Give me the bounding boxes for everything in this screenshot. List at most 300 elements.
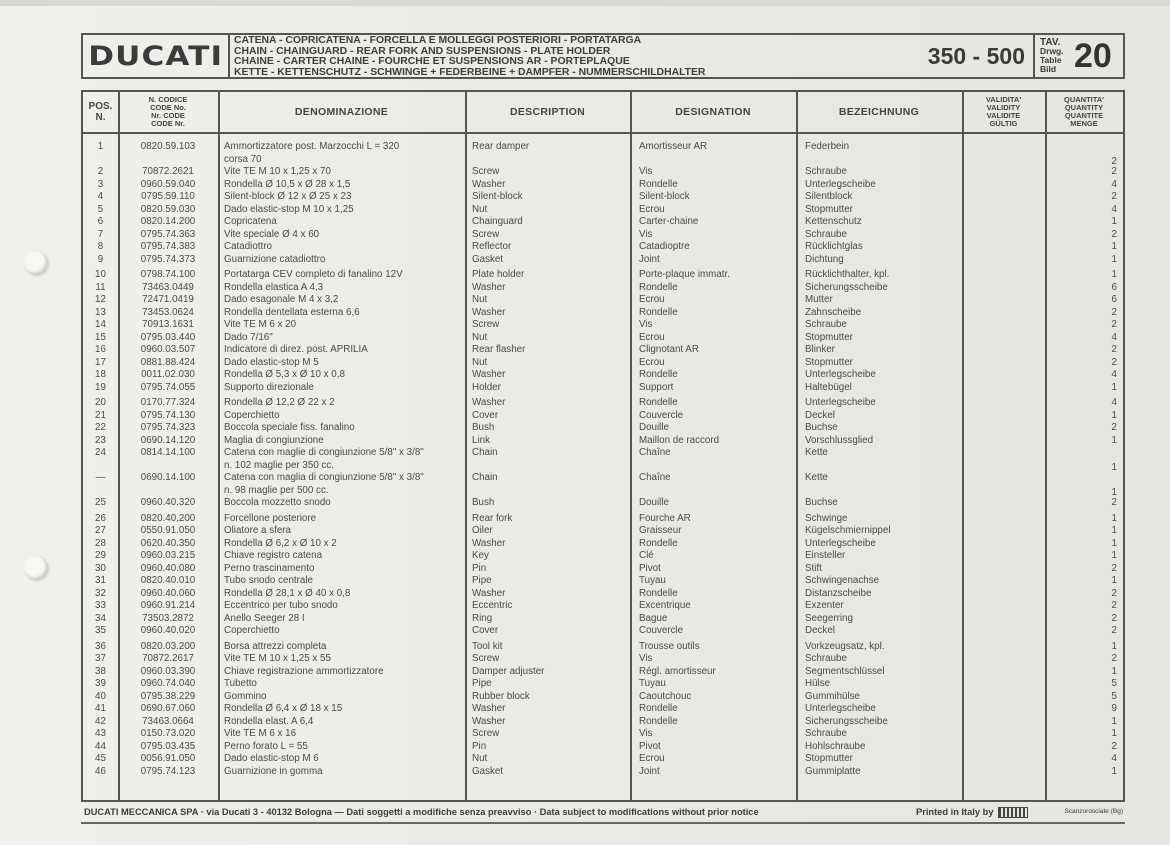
description-cell: Key (472, 550, 489, 561)
designation-cell: Pivot (639, 740, 661, 752)
pos-cell: 4 (97, 191, 104, 202)
pos-cell: 24 (95, 447, 106, 458)
code-cell: 0960.40.080 (140, 562, 196, 574)
denominazione-cell: Portatarga CEV completo di fanalino 12V (224, 269, 403, 280)
denominazione-cell: Tubo snodo centrale (224, 575, 313, 586)
code-cell: 0960.91.214 (140, 600, 196, 611)
table-row (83, 179, 1123, 192)
table-row (83, 254, 1123, 267)
denominazione-cell: Indicatore di direz. post. APRILIA (224, 344, 368, 355)
bezeichnung-cell: Einsteller (805, 550, 846, 561)
bezeichnung-cell: Distanzscheibe (805, 587, 872, 599)
denominazione-cell: Vite TE M 6 x 16 (224, 728, 297, 739)
code-cell: 0795.38.229 (140, 690, 196, 702)
quantity-cell: 1 (1111, 216, 1117, 227)
pos-cell: 6 (97, 216, 104, 227)
bezeichnung-cell: Schraube (805, 166, 847, 177)
header-code-line: Nr. CODE (151, 111, 185, 120)
description-cell: Washer (472, 397, 506, 408)
quantity-cell: 2 (1111, 625, 1117, 636)
bezeichnung-cell: Zahnscheibe (805, 306, 862, 318)
pos-cell: 25 (95, 497, 106, 508)
designation-cell: Rondelle (639, 703, 678, 714)
table-header (83, 92, 1123, 134)
quantity-cell: 1 (1111, 728, 1117, 739)
pos-cell: 43 (95, 728, 106, 739)
table-row (83, 766, 1123, 779)
description-cell: Screw (472, 166, 500, 177)
table-row (83, 550, 1123, 563)
quantity-cell: 2 (1111, 422, 1117, 433)
table-row (83, 613, 1123, 626)
bezeichnung-cell: Kette (805, 472, 828, 483)
table-row (83, 204, 1123, 217)
table-row (83, 382, 1123, 395)
denominazione-cell: Coperchietto (224, 625, 280, 636)
quantity-cell: 1 (1111, 461, 1117, 473)
table-number: 20 (1074, 36, 1112, 75)
header-validity-line: VALIDITY (986, 103, 1021, 112)
denominazione-cell: Vite speciale Ø 4 x 60 (224, 228, 320, 240)
designation-cell: Catadioptre (639, 241, 690, 252)
table-row (83, 166, 1123, 179)
pos-cell: 27 (95, 525, 106, 536)
designation-cell: Rondelle (639, 178, 678, 190)
designation-cell: Vis (639, 319, 653, 330)
description-cell: Washer (472, 715, 506, 727)
designation-cell: Rondelle (639, 369, 678, 380)
pos-cell: 23 (95, 434, 106, 446)
description-cell: Washer (472, 306, 506, 318)
denominazione-cell: Catena con maglie di congiunzione 5/8" x 3/8" (224, 447, 424, 458)
table-row (83, 600, 1123, 613)
table-row (83, 191, 1123, 204)
quantity-cell: 2 (1111, 653, 1117, 664)
code-cell: 0690.14.100 (140, 472, 196, 483)
title-german: KETTE - KETTENSCHUTZ - SCHWINGE + FEDERBEINE + DAMPFER - NUMMERSCHILDHALTER (234, 66, 706, 78)
quantity-cell: 4 (1111, 178, 1117, 190)
table-number-box (1033, 35, 1123, 77)
bezeichnung-cell: Sicherungsscheibe (805, 715, 888, 727)
pos-cell: 46 (95, 765, 106, 777)
brand-logo-text: DUCATI (87, 40, 224, 72)
denominazione-cell: Rondella Ø 6,2 x Ø 10 x 2 (224, 537, 337, 549)
designation-cell: Couvercle (639, 625, 684, 636)
pos-cell: 32 (95, 587, 106, 599)
pos-cell: 10 (95, 269, 106, 280)
table-number-labels (1035, 38, 1074, 74)
header-quantity-line: MENGE (1070, 119, 1098, 128)
description-cell: Nut (472, 331, 488, 343)
table-row (83, 435, 1123, 448)
quantity-cell: 4 (1111, 369, 1117, 380)
denominazione-cell: Rondella Ø 5,3 x Ø 10 x 0,8 (224, 369, 345, 380)
header-designation: DESIGNATION (675, 106, 751, 118)
pos-cell: 19 (95, 381, 106, 393)
designation-cell: Rondelle (639, 715, 678, 727)
description-cell: Pin (472, 740, 487, 752)
designation-cell: Clignotant AR (639, 344, 699, 355)
header-quantity-line: QUANTITA' (1064, 95, 1104, 104)
table-row (83, 728, 1123, 741)
bezeichnung-cell: Schraube (805, 319, 847, 330)
denominazione-cell: Boccola speciale fiss. fanalino (224, 422, 355, 433)
denominazione-cell: Silent-block Ø 12 x Ø 25 x 23 (224, 191, 352, 202)
description-cell: Reflector (472, 241, 512, 252)
designation-cell: Pivot (639, 562, 661, 574)
bezeichnung-cell: Unterlegscheibe (805, 178, 876, 190)
pos-cell: 37 (95, 653, 106, 664)
pos-cell: 29 (95, 550, 106, 561)
code-cell: 72471.0419 (142, 294, 194, 305)
header-code-line: CODE No. (150, 103, 186, 112)
code-cell: 0795.74.363 (140, 228, 196, 240)
table-row (83, 641, 1123, 654)
pos-cell: 40 (95, 690, 106, 702)
printed-in-italy-text: Printed in Italy by (916, 807, 994, 817)
designation-cell: Vis (639, 728, 653, 739)
bezeichnung-cell: Hülse (805, 678, 831, 689)
parts-table (81, 90, 1125, 802)
denominazione-cell: Rondella Ø 6,4 x Ø 18 x 15 (224, 703, 343, 714)
model-number: 350 - 500 (927, 42, 1025, 69)
denominazione-cell: Vite TE M 6 x 20 (224, 319, 297, 330)
pos-cell: 5 (97, 203, 104, 215)
quantity-cell: 1 (1111, 665, 1117, 677)
quantity-cell: 9 (1111, 703, 1117, 714)
pos-cell: 11 (95, 281, 106, 293)
bezeichnung-cell: Unterlegscheibe (805, 703, 876, 714)
pos-cell: 14 (95, 319, 106, 330)
denominazione-cell: Perno trascinamento (224, 562, 315, 574)
denominazione-cell-continued: corsa 70 (224, 153, 262, 165)
quantity-cell: 2 (1111, 155, 1117, 167)
code-cell: 0820.40.010 (140, 575, 196, 586)
pos-cell: 38 (95, 665, 106, 677)
bezeichnung-cell: Rücklichthalter, kpl. (805, 269, 890, 280)
designation-cell: Rondelle (639, 397, 678, 408)
description-cell: Nut (472, 356, 488, 368)
denominazione-cell: Tubetto (224, 678, 257, 689)
quantity-cell: 1 (1111, 765, 1117, 777)
table-row (83, 741, 1123, 754)
denominazione-cell-continued: n. 98 maglie per 500 cc. (224, 484, 329, 496)
table-row (83, 282, 1123, 295)
bezeichnung-cell: Gummihülse (805, 690, 860, 702)
pos-cell: 35 (95, 625, 106, 636)
table-label: Table (1040, 55, 1062, 65)
header-code-line: CODE Nr. (151, 119, 185, 128)
description-cell: Silent-block (472, 191, 523, 202)
table-row (83, 666, 1123, 679)
bezeichnung-cell: Stopmutter (805, 753, 853, 764)
pos-cell: 13 (95, 306, 106, 318)
bezeichnung-cell: Kettenschutz (805, 216, 862, 227)
bezeichnung-cell: Unterlegscheibe (805, 369, 876, 380)
denominazione-cell: Rondella dentellata esterna 6,6 (224, 306, 360, 318)
bezeichnung-cell: Deckel (805, 625, 835, 636)
bezeichnung-cell: Silentblock (805, 191, 853, 202)
description-cell: Nut (472, 753, 488, 764)
quantity-cell: 2 (1111, 191, 1117, 202)
description-cell: Holder (472, 381, 501, 393)
code-cell: 0960.74.040 (140, 678, 196, 689)
bezeichnung-cell: Rücklichtglas (805, 241, 863, 252)
designation-cell: Tuyau (639, 678, 666, 689)
code-cell: 0881.88.424 (140, 356, 196, 368)
description-cell: Washer (472, 587, 506, 599)
header-pos-line: N. (95, 112, 106, 123)
description-cell: Bush (472, 497, 495, 508)
designation-cell: Rondelle (639, 306, 678, 318)
code-cell: 0620.40.350 (140, 537, 196, 549)
quantity-cell: 1 (1111, 512, 1117, 524)
code-cell: 0820.40.200 (140, 512, 196, 524)
quantity-cell: 1 (1111, 715, 1117, 727)
code-cell: 0960.40.020 (140, 625, 196, 636)
bezeichnung-cell: Kügelschmiernippel (805, 525, 891, 536)
description-cell: Tool kit (472, 640, 503, 652)
table-row (83, 307, 1123, 320)
description-cell: Washer (472, 537, 506, 549)
pos-cell: 31 (95, 575, 106, 586)
denominazione-cell: Vite TE M 10 x 1,25 x 70 (224, 166, 331, 177)
code-cell: 0011.02.030 (141, 369, 195, 380)
bezeichnung-cell: Schraube (805, 728, 847, 739)
binder-hole-icon (24, 556, 48, 580)
code-cell: 0960.40.320 (140, 497, 196, 508)
table-row (83, 410, 1123, 423)
denominazione-cell: Guarnizione catadiottro (224, 253, 326, 265)
printer-location: Scanzorosciate (Bg) (1064, 808, 1123, 815)
pos-cell: 45 (95, 753, 106, 764)
quantity-cell: 1 (1111, 253, 1117, 265)
quantity-cell: 2 (1111, 600, 1117, 611)
quantity-cell: 1 (1111, 486, 1117, 498)
bezeichnung-cell: Schwinge (805, 512, 848, 524)
description-cell: Link (472, 434, 490, 446)
code-cell: 0795.74.055 (140, 381, 196, 393)
denominazione-cell: Rondella Ø 10,5 x Ø 28 x 1,5 (224, 178, 351, 190)
code-cell: 0798.74.100 (140, 269, 196, 280)
pos-cell: 34 (95, 612, 106, 624)
description-cell: Screw (472, 228, 500, 240)
code-cell: 73503.2872 (142, 612, 194, 624)
designation-cell: Ecrou (639, 203, 665, 215)
table-row (83, 141, 1123, 167)
designation-cell: Caoutchouc (639, 690, 692, 702)
table-row (83, 691, 1123, 704)
table-row (83, 344, 1123, 357)
code-cell: 0820.59.103 (140, 141, 196, 152)
designation-cell: Rondelle (639, 587, 678, 599)
table-row (83, 422, 1123, 435)
designation-cell: Chaîne (639, 472, 671, 483)
header-pos-line: POS. (88, 101, 113, 112)
code-cell: 0820.03.200 (140, 640, 196, 652)
denominazione-cell: Oliatore a sfera (224, 525, 291, 536)
bezeichnung-cell: Exzenter (805, 600, 844, 611)
table-row (83, 369, 1123, 382)
bezeichnung-cell: Buchse (805, 497, 838, 508)
code-cell: 0960.03.215 (140, 550, 196, 561)
pos-cell: 16 (95, 344, 106, 355)
quantity-cell: 2 (1111, 356, 1117, 368)
table-row (83, 575, 1123, 588)
quantity-cell: 5 (1111, 690, 1117, 702)
pos-cell: 39 (95, 678, 106, 689)
table-row (83, 525, 1123, 538)
header-validity (962, 92, 1045, 132)
header-validity-line: GÜLTIG (989, 119, 1018, 128)
quantity-cell: 1 (1111, 550, 1117, 561)
header-denominazione: DENOMINAZIONE (294, 106, 389, 118)
description-cell: Bush (472, 422, 495, 433)
designation-cell: Maillon de raccord (639, 434, 720, 446)
table-row (83, 588, 1123, 601)
bezeichnung-cell: Deckel (805, 409, 835, 421)
denominazione-cell: Vite TE M 10 x 1,25 x 55 (224, 653, 331, 664)
table-row (83, 241, 1123, 254)
denominazione-cell: Dado esagonale M 4 x 3,2 (224, 294, 339, 305)
code-cell: 0795.74.383 (140, 241, 196, 252)
header-bezeichnung: BEZEICHNUNG (838, 106, 920, 118)
table-row (83, 703, 1123, 716)
designation-cell: Porte-plaque immatr. (639, 269, 730, 280)
bezeichnung-cell: Schraube (805, 653, 847, 664)
table-row (83, 716, 1123, 729)
table-row (83, 357, 1123, 370)
description-cell: Chain (472, 447, 498, 458)
code-cell: 0960.03.390 (140, 665, 196, 677)
designation-cell: Joint (639, 253, 660, 265)
printer-logo-icon (998, 807, 1028, 818)
description-cell: Oiler (472, 525, 493, 536)
description-cell: Nut (472, 203, 488, 215)
header-code (118, 92, 218, 132)
page-header (81, 33, 1125, 79)
bezeichnung-cell: Kette (805, 447, 828, 458)
table-row (83, 625, 1123, 638)
designation-cell: Tuyau (639, 575, 666, 586)
pos-cell: 18 (95, 369, 106, 380)
denominazione-cell: Rondella Ø 28,1 x Ø 40 x 0,8 (224, 587, 351, 599)
designation-cell: Couvercle (639, 409, 684, 421)
bezeichnung-cell: Stopmutter (805, 356, 853, 368)
denominazione-cell: Copricatena (224, 216, 277, 227)
denominazione-cell: Borsa attrezzi completa (224, 640, 327, 652)
pos-cell: 7 (97, 228, 104, 240)
code-cell: 0795.59.110 (141, 191, 195, 202)
designation-cell: Douille (639, 497, 669, 508)
description-cell: Washer (472, 703, 506, 714)
code-cell: 0795.74.130 (140, 409, 196, 421)
quantity-cell: 2 (1111, 562, 1117, 574)
table-row (83, 753, 1123, 766)
denominazione-cell: Anello Seeger 28 I (224, 612, 305, 624)
designation-cell: Rondelle (639, 537, 678, 549)
code-cell: 70872.2621 (142, 166, 194, 177)
description-cell: Ring (472, 612, 493, 624)
bezeichnung-cell: Haltebügel (805, 381, 852, 393)
code-cell: 0795.74.323 (140, 422, 196, 433)
pos-cell: 33 (95, 600, 106, 611)
designation-cell: Amortisseur AR (639, 141, 708, 152)
description-cell: Rear damper (472, 141, 530, 152)
quantity-cell: 6 (1111, 281, 1117, 293)
bezeichnung-cell: Segmentschlüssel (805, 665, 885, 677)
description-cell: Rear flasher (472, 344, 526, 355)
pos-cell: 9 (97, 253, 104, 265)
designation-cell: Graisseur (639, 525, 682, 536)
table-row (83, 397, 1123, 410)
header-quantity-line: QUANTITE (1064, 111, 1104, 120)
bezeichnung-cell: Blinker (805, 344, 835, 355)
pos-cell: 41 (95, 703, 106, 714)
bild-label: Bild (1040, 64, 1057, 74)
bezeichnung-cell: Schraube (805, 228, 847, 240)
bezeichnung-cell: Unterlegscheibe (805, 397, 876, 408)
quantity-cell: 1 (1111, 434, 1117, 446)
description-cell: Gasket (472, 253, 504, 265)
denominazione-cell: Dado elastic-stop M 5 (224, 356, 319, 368)
description-cell: Gasket (472, 765, 504, 777)
header-description: DESCRIPTION (509, 106, 586, 118)
table-row (83, 497, 1123, 510)
quantity-cell: 1 (1111, 409, 1117, 421)
table-row (83, 563, 1123, 576)
code-cell: 0550.91.050 (140, 525, 196, 536)
denominazione-cell: Chiave registrazione ammortizzatore (224, 665, 384, 677)
code-cell: 73463.0449 (142, 281, 194, 293)
code-cell: 0056.91.050 (140, 753, 196, 764)
pos-cell: 42 (95, 715, 106, 727)
denominazione-cell: Eccentrico per tubo snodo (224, 600, 338, 611)
quantity-cell: 2 (1111, 497, 1117, 508)
denominazione-cell: Dado elastic-stop M 10 x 1,25 (224, 203, 354, 215)
pos-cell: 1 (97, 141, 104, 152)
pos-cell: 21 (95, 409, 106, 421)
bezeichnung-cell: Stopmutter (805, 203, 853, 215)
pos-cell: 22 (95, 422, 106, 433)
section-titles (230, 35, 915, 77)
pos-cell: 17 (95, 356, 106, 368)
designation-cell: Vis (639, 653, 653, 664)
denominazione-cell: Catena con maglia di congiunzione 5/8" x 3/8" (224, 472, 424, 483)
description-cell: Screw (472, 653, 500, 664)
denominazione-cell: Supporto direzionale (224, 381, 314, 393)
header-pos (83, 92, 118, 132)
table-row (83, 319, 1123, 332)
pos-cell: 44 (95, 740, 106, 752)
description-cell: Damper adjuster (472, 665, 545, 677)
tav-label: TAV. (1040, 37, 1061, 48)
bezeichnung-cell: Buchse (805, 422, 838, 433)
description-cell: Pipe (472, 678, 492, 689)
table-row (83, 678, 1123, 691)
designation-cell: Vis (639, 228, 653, 240)
designation-cell: Vis (639, 166, 653, 177)
bezeichnung-cell: Seegerring (805, 612, 853, 624)
drwg-label: Drwg. (1040, 46, 1064, 56)
description-cell: Nut (472, 294, 488, 305)
denominazione-cell: Dado 7/16" (224, 331, 273, 343)
page-top-edge (0, 0, 1170, 6)
pos-cell: 28 (95, 537, 106, 549)
bezeichnung-cell: Gummiplatte (805, 765, 861, 777)
description-cell: Pin (472, 562, 487, 574)
quantity-cell: 4 (1111, 203, 1117, 215)
